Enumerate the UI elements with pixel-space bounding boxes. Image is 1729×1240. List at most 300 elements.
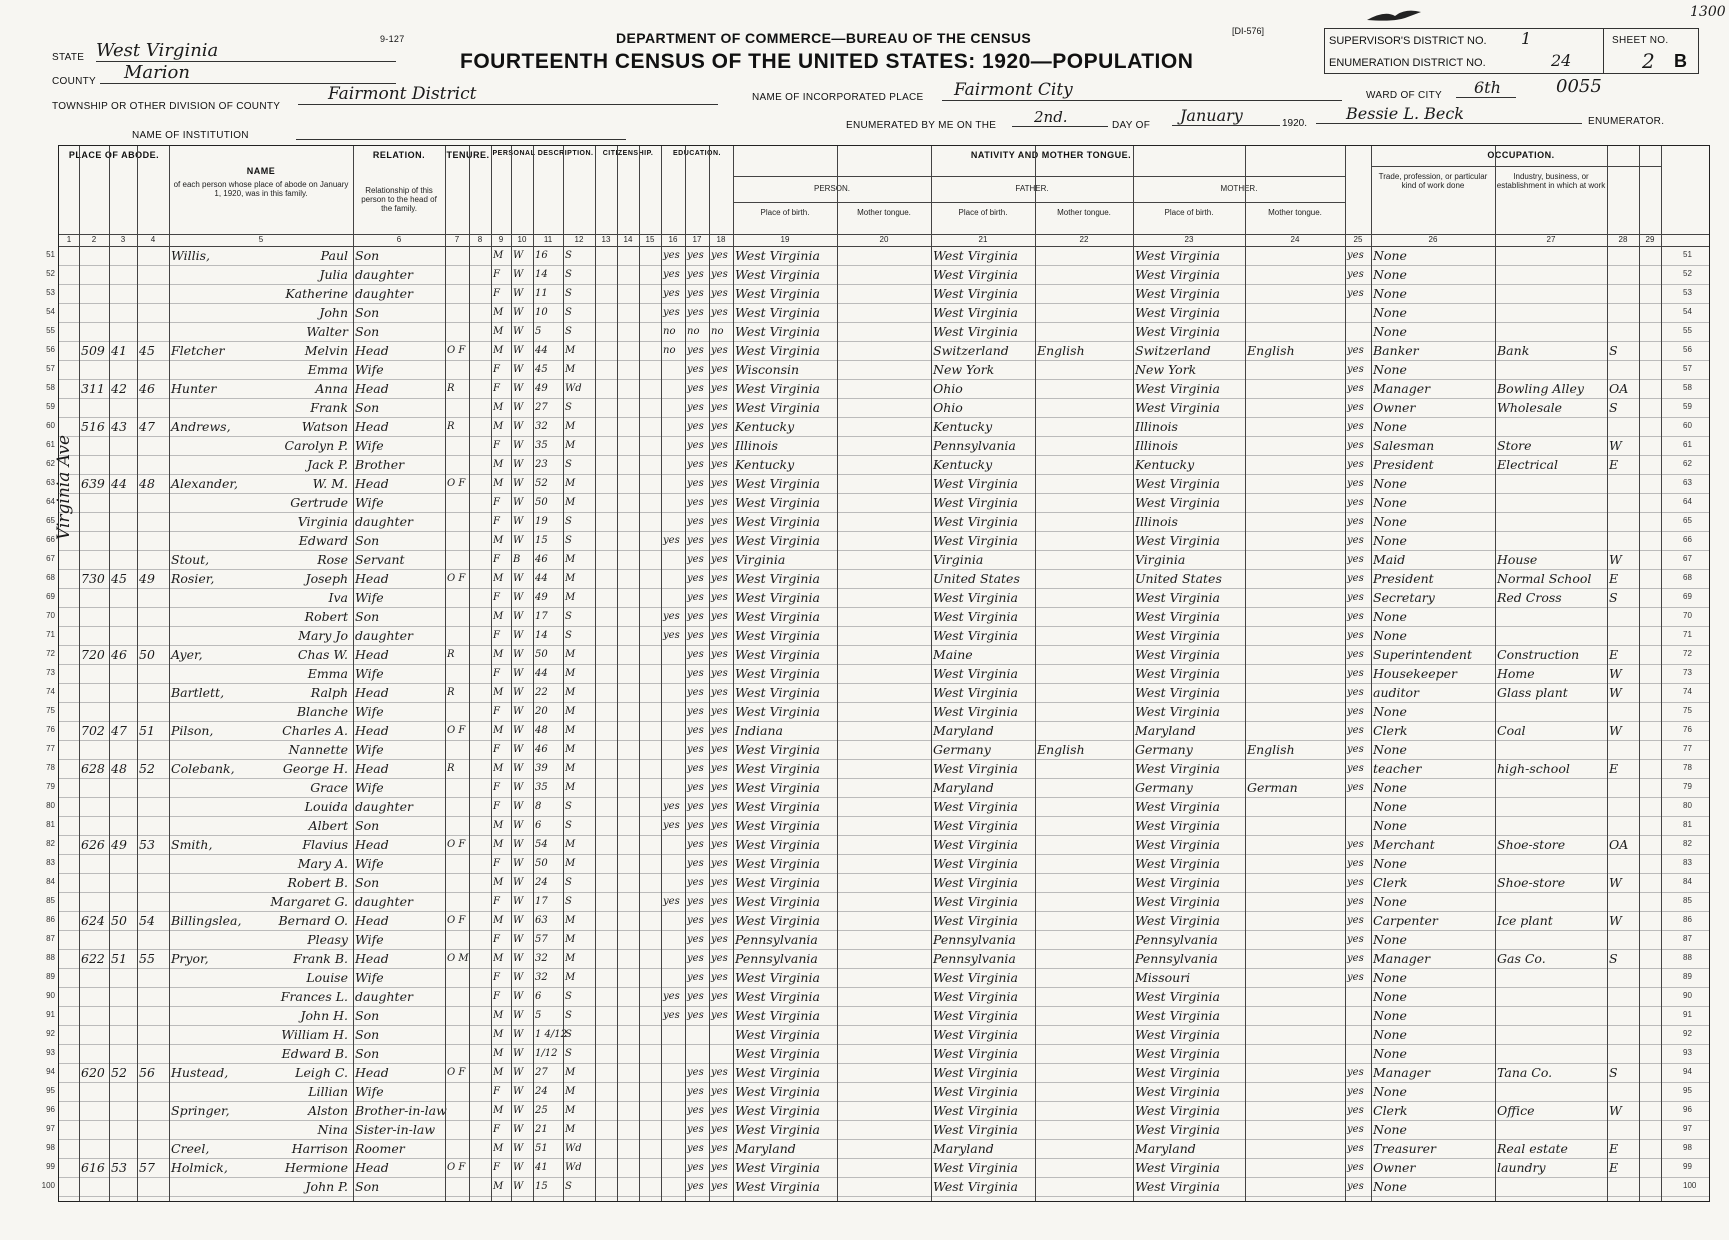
cell-read: yes (687, 1067, 704, 1078)
cell-write: yes (711, 782, 728, 793)
cell-age: 49 (535, 592, 548, 603)
cell-ms: M (565, 1086, 576, 1097)
cell-given: Ralph (310, 685, 348, 700)
cell-given: Edward B. (281, 1046, 348, 1061)
cell-read: yes (687, 630, 704, 641)
cell-ind: laundry (1497, 1160, 1546, 1175)
cell-ms: S (565, 611, 572, 622)
cell-given: Mary A. (297, 856, 348, 871)
table-row (46, 949, 1709, 968)
cell-ms: S (565, 896, 572, 907)
cell-mbirth: West Virginia (1135, 799, 1220, 814)
cell-sex: F (493, 706, 500, 717)
cell-sex: F (493, 991, 500, 1002)
line-number-right: 68 (1683, 573, 1692, 582)
cell-occ: Superintendent (1373, 647, 1472, 662)
cell-ms: M (565, 478, 576, 489)
line-number-right: 54 (1683, 307, 1692, 316)
cell-fam: 47 (139, 419, 155, 434)
cell-ms: M (565, 345, 576, 356)
cell-age: 45 (535, 364, 548, 375)
cell-fbirth: Germany (933, 742, 991, 757)
cell-ms: M (565, 1124, 576, 1135)
cell-fbirth: Kentucky (933, 457, 993, 472)
cell-eng: yes (1347, 839, 1364, 850)
county-value: Marion (100, 62, 396, 84)
cell-occ: None (1373, 989, 1407, 1004)
cell-ms: S (565, 326, 572, 337)
line-number-right: 97 (1683, 1124, 1692, 1133)
cell-occ: None (1373, 324, 1407, 339)
line-number-left: 72 (46, 649, 55, 658)
cell-fbirth: West Virginia (933, 818, 1018, 833)
cell-sex: F (493, 744, 500, 755)
cell-own: O F (447, 573, 466, 584)
cell-sex: M (493, 307, 504, 318)
cell-surname: Stout, (171, 552, 210, 567)
line-number-right: 72 (1683, 649, 1692, 658)
cell-eng: yes (1347, 915, 1364, 926)
line-number-left: 96 (46, 1105, 55, 1114)
cell-occ: auditor (1373, 685, 1420, 700)
cell-color: W (513, 421, 524, 432)
cell-write: yes (711, 478, 728, 489)
cell-school: yes (663, 896, 680, 907)
line-number-right: 55 (1683, 326, 1692, 335)
cell-birth: West Virginia (735, 533, 820, 548)
cell-age: 39 (535, 763, 548, 774)
cell-ftongue: English (1037, 343, 1085, 358)
cell-birth: West Virginia (735, 381, 820, 396)
cell-sex: M (493, 1067, 504, 1078)
stamp-code: 0055 (1556, 76, 1602, 97)
cell-color: W (513, 383, 524, 394)
cell-read: yes (687, 649, 704, 660)
cell-mbirth: West Virginia (1135, 381, 1220, 396)
column-number: 12 (574, 235, 584, 244)
cell-fbirth: New York (933, 362, 995, 377)
cell-occ: None (1373, 305, 1407, 320)
cell-fam: 45 (139, 343, 155, 358)
cell-sex: F (493, 782, 500, 793)
cell-fbirth: West Virginia (933, 533, 1018, 548)
cell-ind: Wholesale (1497, 400, 1563, 415)
column-number: 4 (150, 235, 156, 244)
cell-cls: W (1609, 913, 1622, 928)
cell-write: yes (711, 345, 728, 356)
line-number-right: 73 (1683, 668, 1692, 677)
table-row (46, 531, 1709, 550)
cell-write: yes (711, 801, 728, 812)
table-row (46, 911, 1709, 930)
line-number-left: 80 (46, 801, 55, 810)
column-number: 22 (1079, 235, 1089, 244)
line-number-right: 62 (1683, 459, 1692, 468)
cell-fam: 51 (139, 723, 155, 738)
cell-occ: Owner (1373, 400, 1416, 415)
cell-ms: S (565, 1181, 572, 1192)
cell-write: yes (711, 535, 728, 546)
cell-write: yes (711, 307, 728, 318)
cell-occ: None (1373, 799, 1407, 814)
cell-school: yes (663, 250, 680, 261)
line-number-left: 77 (46, 744, 55, 753)
column-rule (1133, 146, 1134, 1201)
column-number: 3 (120, 235, 126, 244)
cell-fbirth: West Virginia (933, 875, 1018, 890)
cell-age: 16 (535, 250, 548, 261)
cell-mbirth: West Virginia (1135, 1103, 1220, 1118)
cell-color: W (513, 896, 524, 907)
line-number-right: 76 (1683, 725, 1692, 734)
cell-rel: daughter (355, 628, 413, 643)
cell-ind: Real estate (1497, 1141, 1568, 1156)
cell-given: Edward (298, 533, 348, 548)
cell-ms: M (565, 725, 576, 736)
cell-read: yes (687, 706, 704, 717)
cell-rel: Roomer (355, 1141, 405, 1156)
father-tongue-heading: Mother tongue. (1057, 208, 1111, 217)
cell-ms: S (565, 516, 572, 527)
cell-age: 23 (535, 459, 548, 470)
cell-given: Pleasy (307, 932, 348, 947)
cell-fbirth: Ohio (933, 381, 963, 396)
line-number-left: 73 (46, 668, 55, 677)
column-rule (1035, 146, 1036, 1201)
cell-fbirth: West Virginia (933, 514, 1018, 529)
cell-eng: yes (1347, 497, 1364, 508)
cell-write: yes (711, 383, 728, 394)
line-number-left: 83 (46, 858, 55, 867)
cell-eng: yes (1347, 516, 1364, 527)
line-number-left: 99 (46, 1162, 55, 1171)
header-rule (733, 202, 1345, 203)
column-rule (445, 146, 446, 1201)
cell-eng: yes (1347, 592, 1364, 603)
cell-fbirth: Maryland (933, 723, 994, 738)
cell-read: yes (687, 1143, 704, 1154)
column-number: 29 (1645, 235, 1655, 244)
cell-read: yes (687, 1124, 704, 1135)
cell-fam: 52 (139, 761, 155, 776)
cell-cls: W (1609, 723, 1622, 738)
cell-ms: M (565, 668, 576, 679)
cell-ms: M (565, 972, 576, 983)
cell-color: W (513, 250, 524, 261)
cell-mbirth: West Virginia (1135, 286, 1220, 301)
cell-school: yes (663, 1010, 680, 1021)
cell-write: yes (711, 1181, 728, 1192)
column-number: 16 (668, 235, 678, 244)
cell-given: Paul (320, 248, 348, 263)
cell-rel: Sister-in-law (355, 1122, 436, 1137)
township-value: Fairmont District (298, 84, 718, 105)
cell-write: yes (711, 1124, 728, 1135)
cell-house: 730 (81, 571, 105, 586)
cell-age: 15 (535, 535, 548, 546)
cell-ms: M (565, 421, 576, 432)
state-value: West Virginia (96, 40, 396, 62)
cell-given: Mary Jo (298, 628, 348, 643)
line-number-left: 87 (46, 934, 55, 943)
cell-eng: yes (1347, 687, 1364, 698)
county-label: COUNTY (52, 76, 97, 87)
cell-mtongue: English (1247, 742, 1295, 757)
cell-occ: Manager (1373, 1065, 1431, 1080)
cell-age: 51 (535, 1143, 548, 1154)
table-row (46, 968, 1709, 987)
column-number: 2 (91, 235, 97, 244)
cell-eng: yes (1347, 1143, 1364, 1154)
cell-sex: F (493, 1124, 500, 1135)
cell-occ: None (1373, 495, 1407, 510)
cell-fbirth: United States (933, 571, 1020, 586)
cell-given: Lillian (308, 1084, 348, 1099)
cell-age: 15 (535, 1181, 548, 1192)
cell-write: yes (711, 611, 728, 622)
year-value: 1920. (1282, 118, 1308, 129)
cell-fbirth: West Virginia (933, 590, 1018, 605)
cell-color: B (513, 554, 521, 565)
cell-eng: yes (1347, 725, 1364, 736)
table-row (46, 873, 1709, 892)
cell-ms: M (565, 1105, 576, 1116)
cell-age: 32 (535, 972, 548, 983)
cell-sex: F (493, 269, 500, 280)
cell-color: W (513, 706, 524, 717)
cell-read: yes (687, 459, 704, 470)
cell-own: O F (447, 1067, 466, 1078)
cell-rel: daughter (355, 894, 413, 909)
cell-color: W (513, 649, 524, 660)
cell-fbirth: West Virginia (933, 837, 1018, 852)
cell-sex: M (493, 326, 504, 337)
cell-sex: M (493, 1181, 504, 1192)
table-row (46, 664, 1709, 683)
enumerated-label: ENUMERATED BY ME ON THE (846, 120, 997, 131)
cell-dwell: 47 (111, 723, 127, 738)
cell-occ: Secretary (1373, 590, 1435, 605)
cell-eng: yes (1347, 402, 1364, 413)
bird-mark-icon (1365, 6, 1425, 26)
line-number-right: 89 (1683, 972, 1692, 981)
cell-mbirth: Pennsylvania (1135, 951, 1218, 966)
cell-occ: None (1373, 970, 1407, 985)
column-number: 10 (517, 235, 527, 244)
cell-ms: S (565, 630, 572, 641)
cell-given: Flavius (302, 837, 348, 852)
cell-fbirth: West Virginia (933, 894, 1018, 909)
cell-sex: M (493, 915, 504, 926)
cell-fbirth: Switzerland (933, 343, 1009, 358)
cell-sex: M (493, 1029, 504, 1040)
cell-ms: S (565, 288, 572, 299)
enumeration-number: 24 (1551, 51, 1572, 70)
cell-write: yes (711, 706, 728, 717)
cell-birth: West Virginia (735, 609, 820, 624)
cell-age: 44 (535, 668, 548, 679)
cell-write: yes (711, 839, 728, 850)
cell-cls: E (1609, 1160, 1619, 1175)
cell-rel: Head (355, 761, 389, 776)
cell-school: yes (663, 307, 680, 318)
cell-given: Frances L. (280, 989, 348, 1004)
cell-read: yes (687, 839, 704, 850)
cell-write: yes (711, 459, 728, 470)
cell-cls: W (1609, 1103, 1622, 1118)
cell-mbirth: Illinois (1135, 514, 1178, 529)
table-row (46, 1101, 1709, 1120)
cell-mbirth: Switzerland (1135, 343, 1211, 358)
cell-cls: OA (1609, 837, 1629, 852)
cell-mbirth: New York (1135, 362, 1197, 377)
cell-surname: Creel, (171, 1141, 210, 1156)
cell-birth: West Virginia (735, 799, 820, 814)
cell-ms: S (565, 877, 572, 888)
cell-color: W (513, 630, 524, 641)
cell-given: Jack P. (307, 457, 348, 472)
cell-birth: West Virginia (735, 628, 820, 643)
cell-fbirth: Kentucky (933, 419, 993, 434)
cell-eng: yes (1347, 421, 1364, 432)
line-number-right: 56 (1683, 345, 1692, 354)
cell-age: 25 (535, 1105, 548, 1116)
line-number-right: 69 (1683, 592, 1692, 601)
cell-given: Gertrude (290, 495, 348, 510)
incorporated-label: NAME OF INCORPORATED PLACE (752, 92, 924, 103)
cell-read: yes (687, 858, 704, 869)
cell-occ: None (1373, 609, 1407, 624)
cell-sex: M (493, 535, 504, 546)
cell-given: Grace (310, 780, 348, 795)
column-number: 9 (498, 235, 504, 244)
enumerator-label: ENUMERATOR. (1588, 116, 1665, 127)
month-value: January (1172, 106, 1280, 126)
cell-mbirth: West Virginia (1135, 248, 1220, 263)
cell-surname: Pryor, (171, 951, 209, 966)
cell-occ: Maid (1373, 552, 1406, 567)
line-number-right: 53 (1683, 288, 1692, 297)
cell-eng: yes (1347, 440, 1364, 451)
cell-eng: yes (1347, 1181, 1364, 1192)
cell-given: Carolyn P. (284, 438, 348, 453)
cell-read: yes (687, 915, 704, 926)
cell-mbirth: West Virginia (1135, 324, 1220, 339)
cell-color: W (513, 763, 524, 774)
cell-cls: S (1609, 951, 1618, 966)
cell-ind: Electrical (1497, 457, 1558, 472)
table-row (46, 436, 1709, 455)
cell-mbirth: West Virginia (1135, 305, 1220, 320)
cell-school: yes (663, 991, 680, 1002)
cell-birth: West Virginia (735, 1122, 820, 1137)
line-number-left: 59 (46, 402, 55, 411)
cell-rel: Wife (355, 970, 384, 985)
cell-occ: None (1373, 1084, 1407, 1099)
cell-sex: F (493, 858, 500, 869)
column-rule (533, 146, 534, 1201)
cell-given: Iva (328, 590, 348, 605)
cell-occ: None (1373, 780, 1407, 795)
cell-read: yes (687, 1181, 704, 1192)
cell-ms: M (565, 858, 576, 869)
cell-sex: F (493, 668, 500, 679)
cell-mbirth: West Virginia (1135, 1008, 1220, 1023)
cell-sex: M (493, 478, 504, 489)
cell-rel: Wife (355, 742, 384, 757)
line-number-right: 91 (1683, 1010, 1692, 1019)
table-row (46, 284, 1709, 303)
relation-heading: RELATION. (372, 150, 426, 160)
cell-rel: Son (355, 305, 380, 320)
cell-fbirth: West Virginia (933, 704, 1018, 719)
cell-cls: W (1609, 438, 1622, 453)
cell-fbirth: West Virginia (933, 913, 1018, 928)
cell-dwell: 48 (111, 761, 127, 776)
cell-color: W (513, 345, 524, 356)
line-number-left: 95 (46, 1086, 55, 1095)
cell-fbirth: West Virginia (933, 1084, 1018, 1099)
cell-occ: Banker (1373, 343, 1419, 358)
cell-fbirth: West Virginia (933, 1160, 1018, 1175)
table-row (46, 702, 1709, 721)
cell-age: 17 (535, 611, 548, 622)
cell-eng: yes (1347, 953, 1364, 964)
cell-color: W (513, 592, 524, 603)
cell-age: 35 (535, 440, 548, 451)
cell-eng: yes (1347, 364, 1364, 375)
cell-cls: S (1609, 400, 1618, 415)
cell-own: O F (447, 1162, 466, 1173)
column-number: 15 (645, 235, 655, 244)
line-number-left: 84 (46, 877, 55, 886)
column-rule (733, 146, 734, 1201)
cell-rel: Head (355, 476, 389, 491)
column-rule (1371, 146, 1372, 1201)
column-number: 8 (477, 235, 483, 244)
line-number-right: 59 (1683, 402, 1692, 411)
cell-age: 35 (535, 782, 548, 793)
line-number-right: 57 (1683, 364, 1692, 373)
cell-given: Walter (306, 324, 348, 339)
cell-read: yes (687, 592, 704, 603)
table-row (46, 569, 1709, 588)
cell-ms: S (565, 402, 572, 413)
table-row (46, 360, 1709, 379)
cell-own: O F (447, 915, 466, 926)
cell-ms: M (565, 364, 576, 375)
cell-occ: None (1373, 514, 1407, 529)
cell-own: O F (447, 839, 466, 850)
cell-color: W (513, 1181, 524, 1192)
cell-rel: Wife (355, 780, 384, 795)
column-rule (661, 146, 662, 1201)
cell-color: W (513, 820, 524, 831)
cell-dwell: 51 (111, 951, 127, 966)
cell-occ: Clerk (1373, 723, 1408, 738)
cell-write: yes (711, 288, 728, 299)
cell-sex: M (493, 421, 504, 432)
cell-write: yes (711, 725, 728, 736)
cell-eng: yes (1347, 934, 1364, 945)
cell-eng: yes (1347, 288, 1364, 299)
line-number-right: 66 (1683, 535, 1692, 544)
cell-color: W (513, 307, 524, 318)
cell-birth: West Virginia (735, 780, 820, 795)
column-number: 19 (780, 235, 790, 244)
cell-age: 32 (535, 421, 548, 432)
cell-cls: OA (1609, 381, 1629, 396)
